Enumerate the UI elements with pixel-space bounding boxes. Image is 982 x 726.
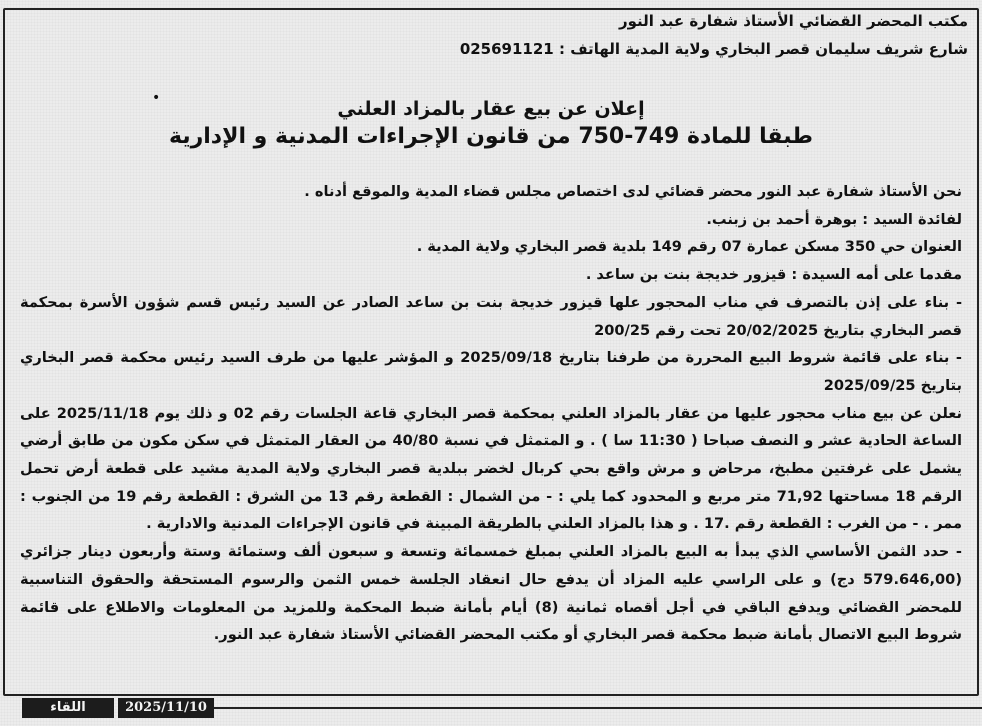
body-price-terms: - حدد الثمن الأساسي الذي يبدأ به البيع بالمزاد العلني بمبلغ خمسمائة وتسعة و سبعون ألف وستمائة وستة وأربعون دينار جزائري (579.646,00 دج) و على الراسي عليه المزاد أن يدفع حال انعقاد الجلسة خمس الثمن والرسوم المستحقة والحقوق التناسبية للمحضر القضائي ويدفع الباقي في أجل أقصاه ثمانية (8) أيام بأمانة ضبط المحكمة وللمزيد من المعلومات والاطلاع على قائمة شروط البيع الاتصال بأمانة ضبط محكمة قصر البخاري أو مكتب المحضر القضائي الأستاذ شفارة عبد النور. [20,543,962,644]
office-name: مكتب المحضر القضائي الأستاذ شفارة عبد النور [618,12,968,30]
print-speck: • [152,90,161,106]
footer-rule [214,707,982,709]
body-beneficiary: لفائدة السيد : بوهرة أحمد بن زبنب. [706,210,962,228]
body-address: العنوان حي 350 مسكن عمارة 07 رقم 149 بلدية قصر البخاري ولاية المدية . [416,238,962,256]
office-address: شارع شريف سليمان قصر البخاري ولاية المدية الهاتف : 025691121 [459,40,968,58]
notice-subtitle: طبقا للمادة 749-750 من قانون الإجراءات المدنية و الإدارية [169,124,813,149]
newspaper-name-badge: اللقاء [22,698,114,718]
body-representative: مقدما على أمه السيدة : قيزور خديجة بنت بن ساعد . [585,266,962,284]
publication-date-badge: 2025/11/10 [118,698,214,718]
body-conditions-list: - بناء على قائمة شروط البيع المحررة من طرفنا بتاريخ 2025/09/18 و المؤشر عليها من طرف السيد رئيس محكمة قصر البخاري بتاريخ 2025/09/25 [20,349,962,394]
footer-bar [0,696,982,726]
notice-title: إعلان عن بيع عقار بالمزاد العلني [337,98,645,120]
body-intro: نحن الأستاذ شفارة عبد النور محضر قضائي لدى اختصاص مجلس قضاء المدية والموقع أدناه . [304,183,962,200]
notice-body [20,178,962,649]
body-sale-announcement: نعلن عن بيع مناب محجور عليها من عقار بالمزاد العلني بمحكمة قصر البخاري قاعة الجلسات رقم 02 و ذلك يوم 2025/11/18 على الساعة الحادية عشر و النصف صباحا ( 11:30 سا ) . و المتمثل في نسبة 40/80 من العقار المتمثل في سكن مكون من طابق أرضي يشمل على غرفتين مطبخ، مرحاض و مرش واقع بحي كربال لخضر ببلدية قصر البخاري ولاية المدية مشيد على قطعة أرض تحمل الرقم 18 مساحتها 71,92 متر مربع و المحدود كما يلي : - من الشمال : القطعة رقم 13 من الشرق : القطعة رقم 19 من الجنوب : ممر . - من الغرب : القطعة رقم .17 . و هذا بالمزاد العلني بالطريقة المبينة في قانون الإجراءات المدنية والادارية . [20,404,962,533]
body-authorization: - بناء على إذن بالتصرف في مناب المحجور علها قيزور خديجة بنت بن ساعد الصادر عن السيد رئيس قسم شؤون الأسرة بمحكمة قصر البخاري بتاريخ 20/02/2025 تحت رقم 200/25 [20,293,962,339]
